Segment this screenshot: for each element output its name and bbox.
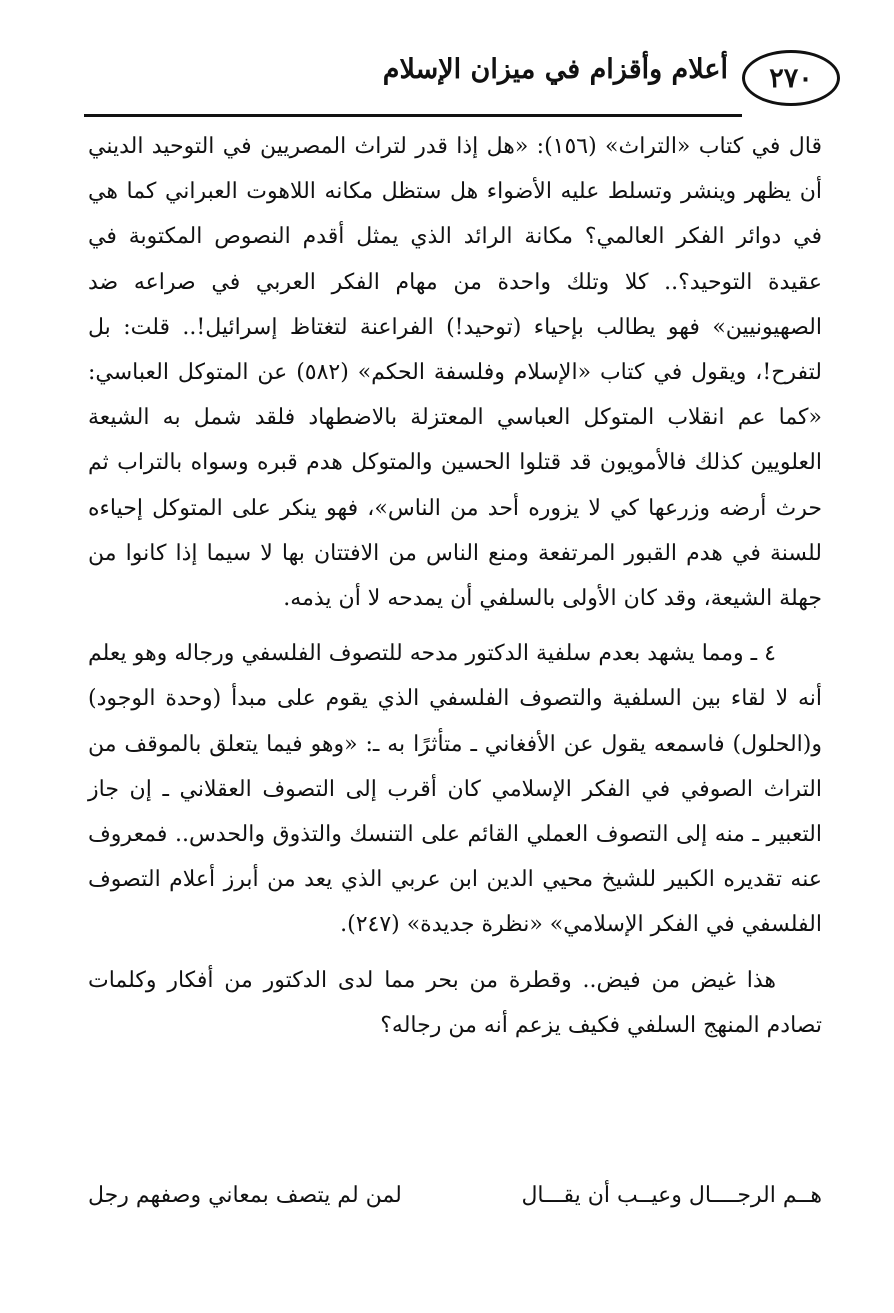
running-title: أعلام وأقزام في ميزان الإسلام bbox=[382, 54, 728, 85]
page-number: ٢٧٠ bbox=[742, 50, 840, 106]
paragraph-3: هذا غيض من فيض.. وقطرة من بحر مما لدى الدكتور من أفكار وكلمات تصادم المنهج السلفي فكيف يزعم أنه من رجاله؟ bbox=[88, 967, 822, 1038]
paragraph-1: قال في كتاب «التراث» (١٥٦): «هل إذا قدر لتراث المصريين في التوحيد الديني أن يظهر وينشر وتسلط عليه الأضواء هل ستظل مكانه اللاهوت العبراني كما هي في دوائر الفكر العالمي؟ مكانة الرائد الذي يمثل أقدم النصوص المكتوبة في عقيدة التوحيد؟.. كلا وتلك واحدة من مهام الفكر العربي في صراعه ضد الصهيونيين» فهو يطالب بإحياء (توحيد!) الفراعنة لتغتاظ إسرائيل!.. قلت: بل لتفرح!، ويقول في كتاب «الإسلام وفلسفة الحكم» (٥٨٢) عن المتوكل العباسي: «كما عم انقلاب المتوكل العباسي المعتزلة بالاضطهاد فلقد شمل به الشيعة العلويين كذلك فالأمويون قد قتلوا الحسين والمتوكل هدم قبره وسواه بالتراب ثم حرث أرضه وزرعها كي لا يزوره أحد من الناس»، فهو ينكر على المتوكل إحياءه للسنة في هدم القبور المرتفعة ومنع الناس من الافتتان بها لا سيما إذا كانوا من جهلة الشيعة، وقد كان الأولى بالسلفي أن يمدحه لا أن يذمه. bbox=[88, 134, 823, 612]
page-body bbox=[88, 124, 822, 1048]
header-rule bbox=[84, 114, 742, 117]
verse-first-hemistich: هــم الرجــــال وعيــب أن يقـــال bbox=[521, 1183, 822, 1208]
poetry-verse bbox=[88, 1176, 822, 1216]
verse-second-hemistich: لمن لم يتصف بمعاني وصفهم رجل bbox=[88, 1183, 402, 1208]
paragraph-2: ٤ ـ ومما يشهد بعدم سلفية الدكتور مدحه للتصوف الفلسفي ورجاله وهو يعلم أنه لا لقاء بين السلفية والتصوف الفلسفي الذي يقوم على مبدأ (وحدة الوجود) و(الحلول) فاسمعه يقول عن الأفغاني ـ متأثرًا به ـ: «وهو فيما يتعلق بالموقف من التراث الصوفي في الفكر الإسلامي كان أقرب إلى التصوف العقلاني ـ إن جاز التعبير ـ منه إلى التصوف العملي القائم على التنسك والتذوق والحدس.. فمعروف عنه تقديره الكبير للشيخ محيي الدين ابن عربي الذي يعد من أبرز أعلام التصوف الفلسفي في الفكر الإسلامي» «نظرة جديدة» (٢٤٧). bbox=[88, 641, 822, 938]
page-header bbox=[80, 40, 840, 116]
